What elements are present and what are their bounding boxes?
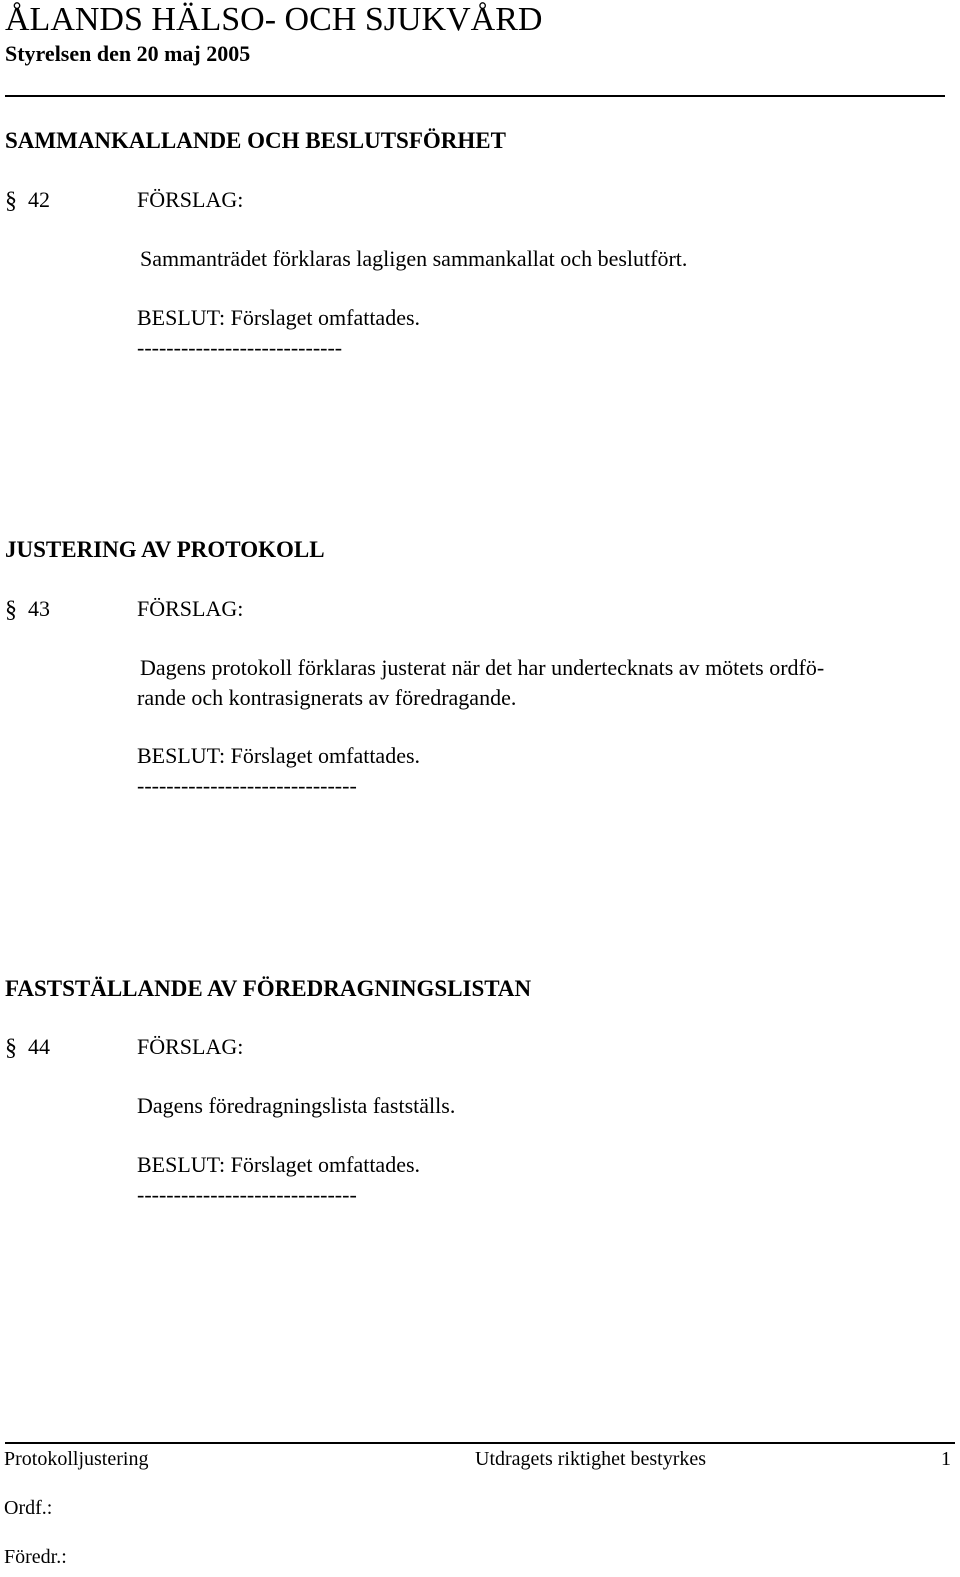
paragraph-number: 44 — [28, 1034, 50, 1059]
paragraph-number: 43 — [28, 596, 50, 621]
proposal-label: FÖRSLAG: — [137, 187, 244, 212]
section-separator: ------------------------------ — [137, 773, 357, 798]
paragraph-symbol: § — [5, 1035, 17, 1061]
proposal-text-line: Dagens protokoll förklaras justerat när det har undertecknats av mötets ordfö- — [140, 655, 825, 680]
section-separator: ---------------------------- — [137, 335, 343, 360]
page-number: 1 — [941, 1448, 951, 1470]
proposal-text-line: rande och kontrasignerats av föredragande. — [137, 685, 517, 710]
proposal-text-line: Dagens föredragningslista fastställs. — [137, 1093, 456, 1118]
proposal-label: FÖRSLAG: — [137, 1034, 244, 1059]
paragraph-symbol: § — [5, 597, 17, 623]
presenter-signature-label: Föredr.: — [4, 1546, 67, 1568]
proposal-text-line: Sammanträdet förklaras lagligen sammankallat och beslutfört. — [140, 246, 688, 271]
paragraph-symbol: § — [5, 188, 17, 214]
section-heading-44: FASTSTÄLLANDE AV FÖREDRAGNINGSLISTAN — [5, 976, 532, 1001]
document-subtitle: Styrelsen den 20 maj 2005 — [5, 41, 251, 66]
section-heading-43: JUSTERING AV PROTOKOLL — [5, 537, 325, 562]
document-title: ÅLANDS HÄLSO- OCH SJUKVÅRD — [5, 1, 543, 38]
footer-protocol-check: Protokolljustering — [4, 1448, 149, 1470]
decision-text: BESLUT: Förslaget omfattades. — [137, 1152, 421, 1177]
footer-divider — [5, 1442, 955, 1444]
section-heading-42: SAMMANKALLANDE OCH BESLUTSFÖRHET — [5, 128, 506, 153]
decision-text: BESLUT: Förslaget omfattades. — [137, 743, 421, 768]
chair-signature-label: Ordf.: — [4, 1497, 53, 1519]
footer-certification: Utdragets riktighet bestyrkes — [475, 1448, 707, 1470]
paragraph-number: 42 — [28, 187, 50, 212]
decision-text: BESLUT: Förslaget omfattades. — [137, 305, 421, 330]
proposal-label: FÖRSLAG: — [137, 596, 244, 621]
section-separator: ------------------------------ — [137, 1182, 357, 1207]
header-divider — [5, 95, 945, 97]
